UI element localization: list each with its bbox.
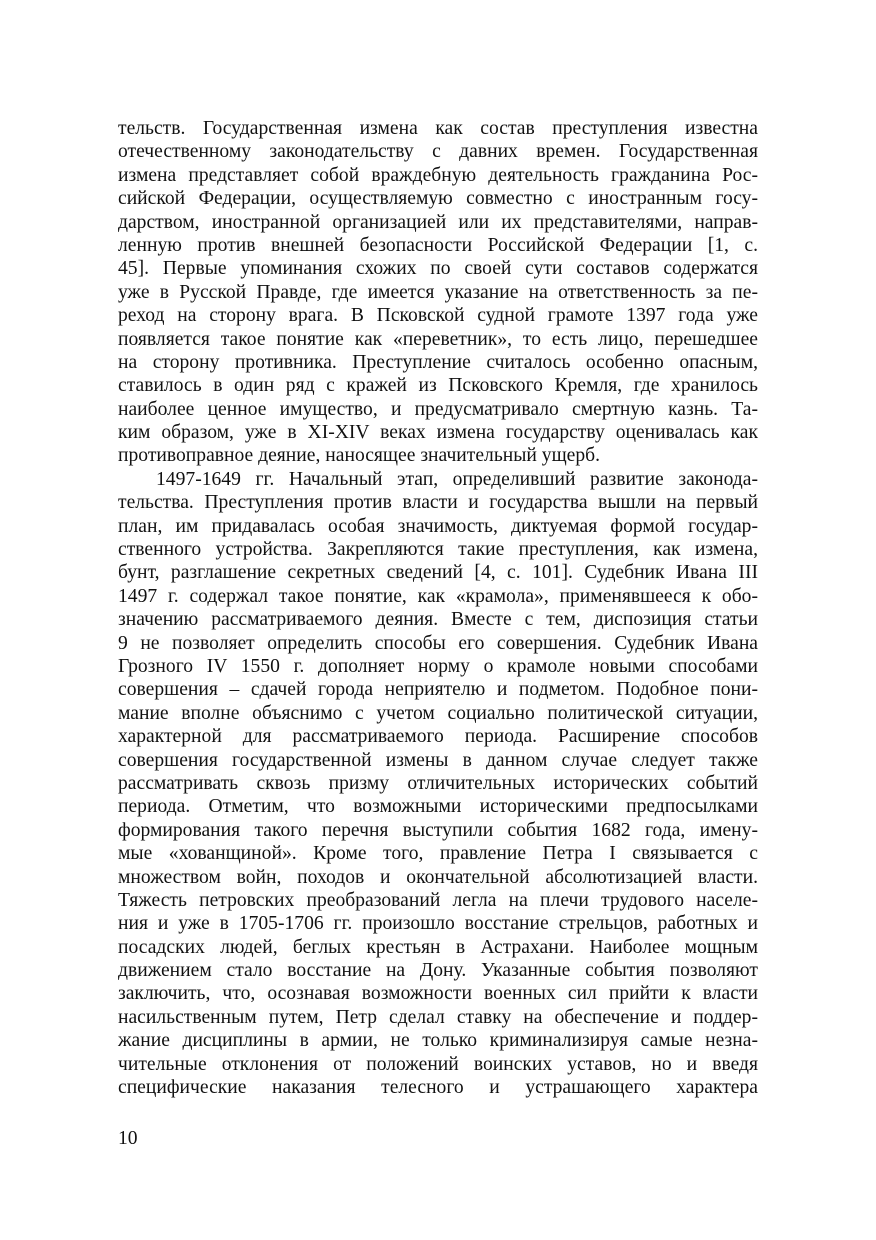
text-line: посадских людей, беглых крестьян в Астрахани. Наиболее мощным	[118, 936, 758, 958]
text-line: появляется такое понятие как «переветник», то есть лицо, перешедшее	[118, 328, 758, 350]
text-line: жание дисциплины в армии, не только криминализируя самые незна-	[118, 1030, 758, 1052]
text-line: наиболее ценное имущество, и предусматривало смертную казнь. Та-	[118, 398, 758, 420]
text-line: 1497 г. содержал такое понятие, как «крамола», применявшееся к обо-	[118, 585, 758, 607]
text-line: измена представляет собой враждебную деятельность гражданина Рос-	[118, 164, 758, 186]
text-line: противоправное деяние, наносящее значительный ущерб.	[118, 445, 601, 467]
text-line: движением стало восстание на Дону. Указанные события позволяют	[118, 960, 758, 982]
text-line: заключить, что, осознавая возможности военных сил прийти к власти	[118, 983, 758, 1005]
text-line: уже в Русской Правде, где имеется указание на ответственность за пе-	[118, 281, 758, 303]
text-line: множеством войн, походов и окончательной абсолютизацией власти.	[118, 866, 758, 888]
text-line: рассматривать сквозь призму отличительных исторических событий	[118, 772, 758, 794]
text-line: тельства. Преступления против власти и государства вышли на первый	[118, 492, 758, 514]
text-line: ственного устройства. Закрепляются такие преступления, как измена,	[118, 539, 758, 561]
paragraph-2	[118, 468, 758, 1100]
page-number: 10	[118, 1128, 138, 1149]
text-line: значению рассматриваемого деяния. Вместе с тем, диспозиция статьи	[118, 609, 758, 631]
text-line: мание вполне объяснимо с учетом социально политической ситуации,	[118, 702, 758, 724]
text-line: чительные отклонения от положений воинских уставов, но и введя	[118, 1053, 758, 1075]
text-line: специфические наказания телесного и устрашающего характера	[118, 1077, 758, 1099]
text-line: дарством, иностранной организацией или их представителями, направ-	[118, 211, 758, 233]
text-line: тельств. Государственная измена как состав преступления известна	[118, 118, 758, 139]
text-line: формирования такого перечня выступили события 1682 года, имену-	[118, 819, 758, 841]
text-line: на сторону противника. Преступление считалось особенно опасным,	[118, 351, 758, 373]
text-line: план, им придавалась особая значимость, диктуемая формой государ-	[118, 515, 758, 537]
text-line: ния и уже в 1705-1706 гг. произошло восстание стрельцов, работных и	[118, 913, 758, 935]
text-line: реход на сторону врага. В Псковской судной грамоте 1397 года уже	[118, 305, 758, 327]
page-body	[118, 117, 758, 1099]
text-line: отечественному законодательству с давних времен. Государственная	[118, 141, 758, 163]
text-line: характерной для рассматриваемого периода. Расширение способов	[118, 726, 758, 748]
text-line: ленную против внешней безопасности Российской Федерации [1, с.	[118, 234, 758, 256]
text-line: совершения государственной измены в данном случае следует также	[118, 749, 758, 771]
text-line: мые «хованщиной». Кроме того, правление Петра I связывается с	[118, 843, 758, 865]
text-line: периода. Отметим, что возможными историческими предпосылками	[118, 796, 758, 818]
text-line: 1497-1649 гг. Начальный этап, определивший развитие законода-	[156, 468, 758, 490]
text-line: 9 не позволяет определить способы его совершения. Судебник Ивана	[118, 632, 758, 654]
text-line: 45]. Первые упоминания схожих по своей сути составов содержатся	[118, 258, 758, 280]
text-line: Грозного IV 1550 г. дополняет норму о крамоле новыми способами	[118, 655, 758, 677]
text-line: ким образом, уже в XI-XIV веках измена государству оценивалась как	[118, 422, 758, 444]
paragraph-1	[118, 117, 758, 468]
text-line: ставилось в один ряд с кражей из Псковского Кремля, где хранилось	[118, 375, 758, 397]
text-line: сийской Федерации, осуществляемую совместно с иностранным госу-	[118, 188, 758, 210]
text-line: насильственным путем, Петр сделал ставку на обеспечение и поддер-	[118, 1006, 758, 1028]
text-line: Тяжесть петровских преобразований легла на плечи трудового населе-	[118, 889, 758, 911]
text-line: бунт, разглашение секретных сведений [4, с. 101]. Судебник Ивана III	[118, 562, 758, 584]
text-line: совершения – сдачей города неприятелю и подметом. Подобное пони-	[118, 679, 758, 701]
